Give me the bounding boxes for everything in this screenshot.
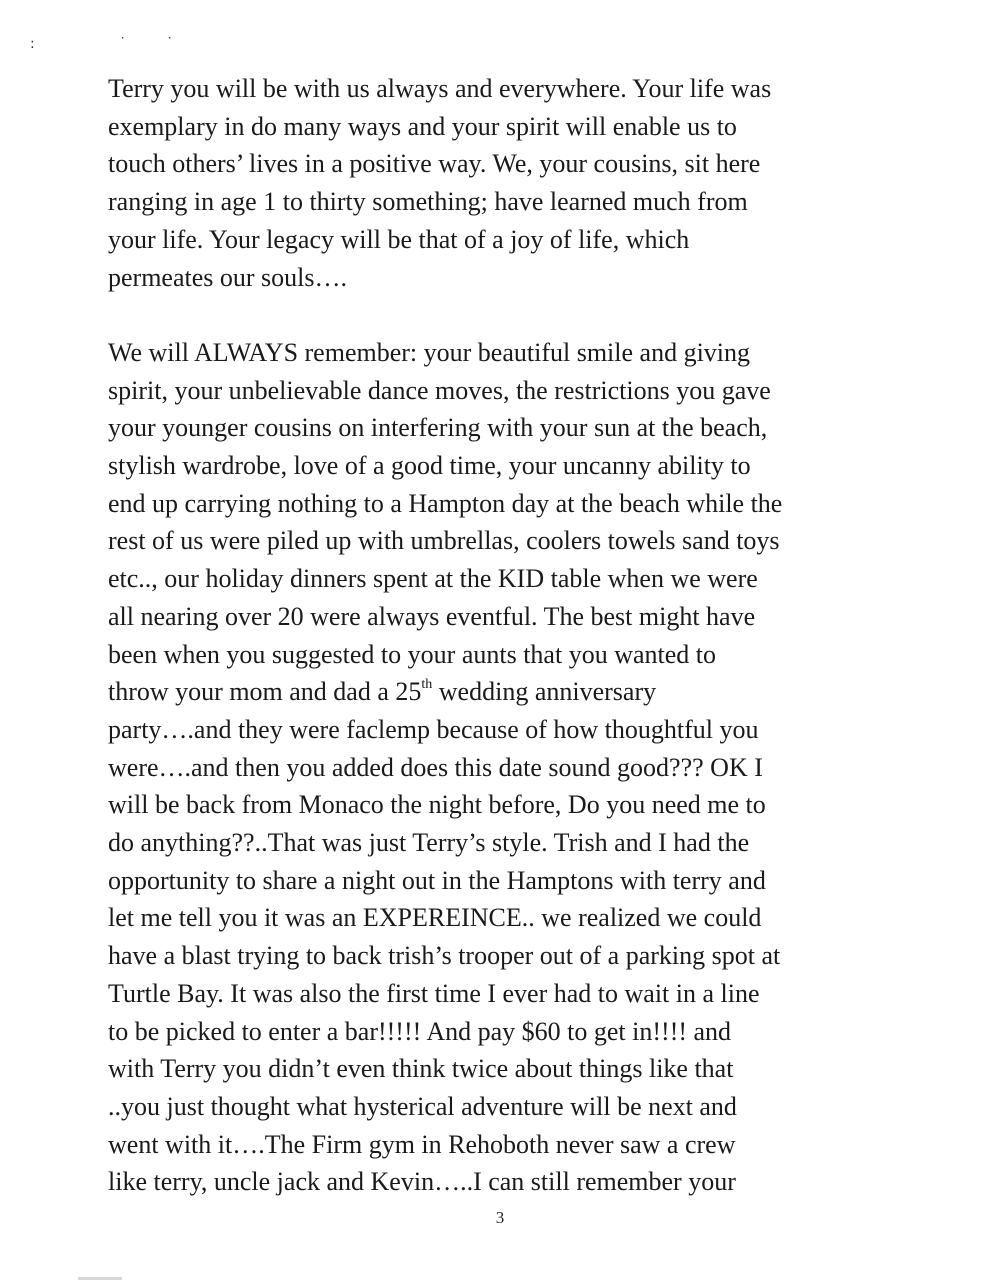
text-line: ranging in age 1 to thirty something; have learned much from (108, 187, 748, 217)
text-line: were….and then you added does this date sound good??? OK I (108, 752, 763, 782)
text-line: been when you suggested to your aunts that you wanted to (108, 639, 716, 669)
text-line: exemplary in do many ways and your spirit will enable us to (108, 111, 737, 141)
paragraph-gap (108, 296, 908, 334)
ordinal-superscript: th (421, 677, 433, 693)
text-line: Terry you will be with us always and everywhere. Your life was (108, 74, 772, 103)
text-line: party….and they were faclemp because of how thoughtful you (108, 714, 759, 744)
text-line: went with it….The Firm gym in Rehoboth never saw a crew (108, 1129, 736, 1159)
text-line: like terry, uncle jack and Kevin…..I can still remember your (108, 1167, 736, 1197)
scan-edge-mark (78, 1277, 122, 1280)
text-line: etc.., our holiday dinners spent at the KID table when we were (108, 564, 758, 594)
scan-marks: : ˙˙ (30, 36, 214, 52)
text-line: ..you just thought what hysterical adventure will be next and (108, 1091, 737, 1121)
text-line: touch others’ lives in a positive way. We, your cousins, sit here (108, 149, 761, 179)
text-line: stylish wardrobe, love of a good time, your uncanny ability to (108, 451, 751, 481)
text-line: permeates our souls…. (108, 262, 348, 292)
text-line: your younger cousins on interfering with your sun at the beach, (108, 413, 768, 443)
text-line: with Terry you didn’t even think twice about things like that (108, 1054, 734, 1084)
text-line: Turtle Bay. It was also the first time I ever had to wait in a line (108, 978, 760, 1008)
text-line: opportunity to share a night out in the Hamptons with terry and (108, 865, 766, 895)
text-line: rest of us were piled up with umbrellas, coolers towels sand toys (108, 526, 780, 556)
text-line: your life. Your legacy will be that of a joy of life, which (108, 224, 690, 254)
body-text (108, 70, 908, 1201)
text-line: have a blast trying to back trish’s trooper out of a parking spot at (108, 941, 781, 971)
text-line: all nearing over 20 were always eventful. The best might have (108, 601, 756, 631)
paragraph-2 (108, 334, 908, 1201)
text-line: We will ALWAYS remember: your beautiful smile and giving (108, 337, 751, 367)
text-line: let me tell you it was an EXPEREINCE.. we realized we could (108, 903, 762, 933)
line-text-after: wedding anniversary (432, 677, 657, 707)
text-line: spirit, your unbelievable dance moves, the restrictions you gave (108, 375, 771, 405)
page-number: 3 (495, 1208, 505, 1227)
text-line: do anything??..That was just Terry’s style. Trish and I had the (108, 828, 750, 858)
line-text-before: throw your mom and dad a 25 (108, 677, 422, 707)
text-line-superscript (108, 673, 908, 711)
text-line: to be picked to enter a bar!!!!! And pay $60 to get in!!!! and (108, 1016, 732, 1046)
text-line: end up carrying nothing to a Hampton day at the beach while the (108, 488, 783, 518)
paragraph-1 (108, 70, 908, 296)
text-line: will be back from Monaco the night before, Do you need me to (108, 790, 766, 820)
